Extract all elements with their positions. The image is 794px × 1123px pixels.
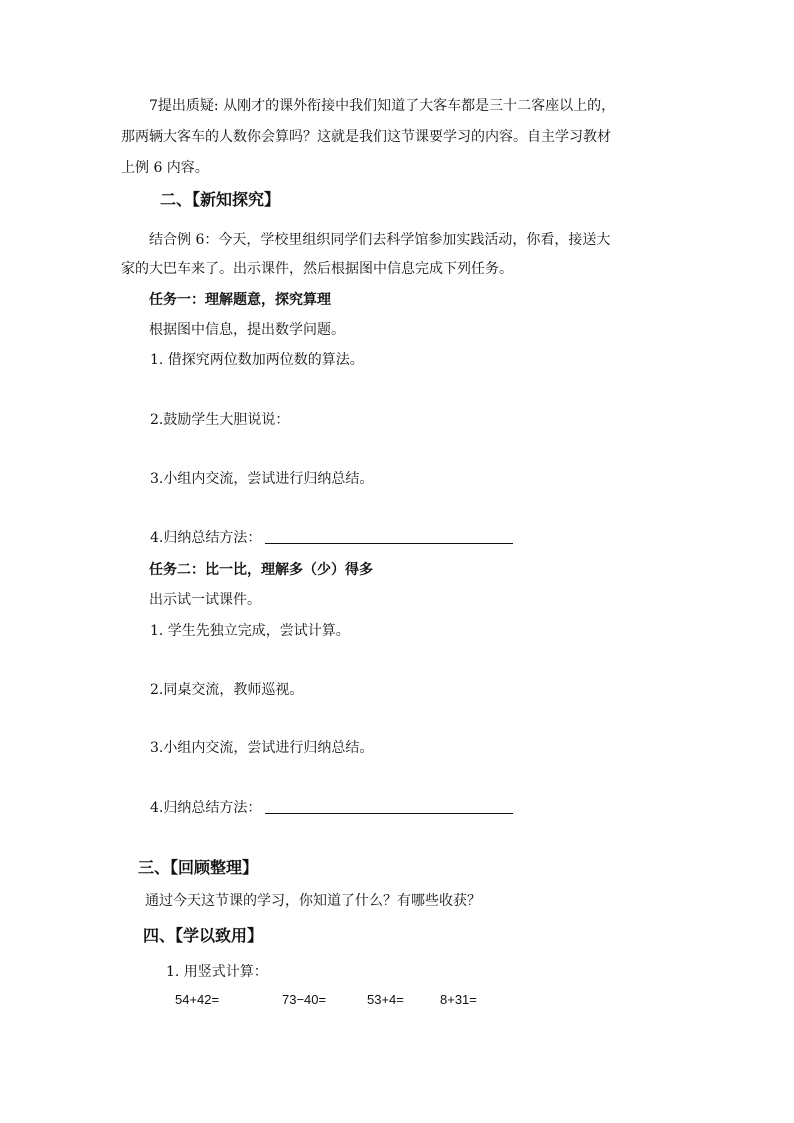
task-1-item-4-label: 4.归纳总结方法： (150, 530, 262, 546)
intro-line-3: 上例 6 内容。 (121, 160, 209, 176)
section-2-heading: 二、【新知探究】 (160, 190, 281, 209)
section-4-item: 1. 用竖式计算： (166, 964, 268, 980)
problem-2: 73−40= (282, 992, 327, 1007)
section-4-heading: 四、【学以致用】 (143, 926, 264, 945)
task-1-item-1: 1. 借探究两位数加两位数的算法。 (150, 352, 364, 368)
task-2-title: 任务二：比一比，理解多（少）得多 (149, 562, 373, 578)
task-2-item-4-label: 4.归纳总结方法： (150, 800, 262, 816)
task-1-answer-line (265, 529, 513, 544)
task-1-item-2: 2.鼓励学生大胆说说： (150, 412, 290, 428)
section-2-para-1: 结合例 6：今天，学校里组织同学们去科学馆参加实践活动，你看，接送大 (149, 232, 611, 248)
section-3-heading: 三、【回顾整理】 (138, 858, 259, 877)
intro-line-1: 7提出质疑: 从刚才的课外衔接中我们知道了大客车都是三十二客座以上的， (149, 98, 616, 114)
section-2-para-2: 家的大巴车来了。出示课件，然后根据图中信息完成下列任务。 (121, 261, 513, 277)
task-2-lead: 出示试一试课件。 (149, 592, 261, 608)
task-1-item-4 (150, 528, 513, 548)
problem-3: 53+4= (367, 992, 404, 1007)
intro-line-2: 那两辆大客车的人数你会算吗？这就是我们这节课要学习的内容。自主学习教材 (121, 129, 611, 145)
problem-4: 8+31= (440, 992, 477, 1007)
task-2-item-3: 3.小组内交流，尝试进行归纳总结。 (150, 740, 374, 756)
section-3-text: 通过今天这节课的学习，你知道了什么？有哪些收获？ (145, 893, 481, 909)
task-1-title: 任务一：理解题意，探究算理 (149, 292, 331, 308)
task-2-item-4 (150, 798, 513, 818)
task-1-item-3: 3.小组内交流，尝试进行归纳总结。 (150, 471, 374, 487)
task-1-lead: 根据图中信息，提出数学问题。 (149, 322, 345, 338)
task-2-item-2: 2.同桌交流，教师巡视。 (150, 682, 304, 698)
problem-1: 54+42= (175, 992, 220, 1007)
task-2-item-1: 1. 学生先独立完成，尝试计算。 (150, 623, 350, 639)
task-2-answer-line (265, 799, 513, 814)
